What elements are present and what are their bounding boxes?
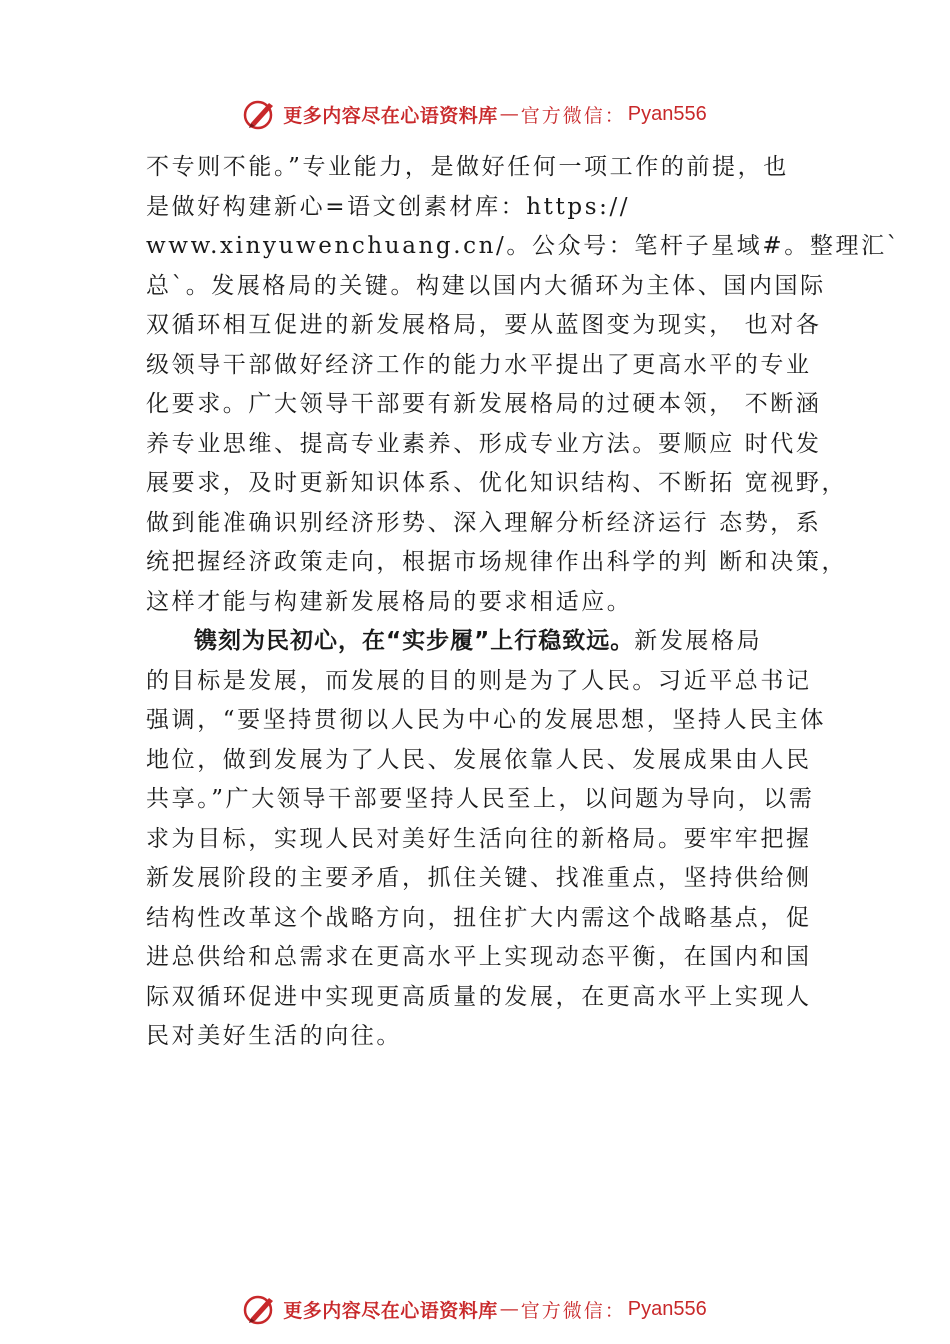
text-line: 求为目标，实现人民对美好生活向往的新格局。要牢牢把握 xyxy=(146,825,812,852)
banner-wechat-handle: Pyan556 xyxy=(627,102,707,125)
text-line: 地位，做到发展为了人民、发展依靠人民、发展成果由人民 xyxy=(146,746,812,773)
paragraph-1 xyxy=(146,148,901,622)
text-line: 双循环相互促进的新发展格局，要从蓝图变为现实， 也对各 xyxy=(146,312,822,338)
paragraph-heading-line xyxy=(146,622,846,662)
pen-logo-icon xyxy=(243,1292,277,1326)
footer-banner xyxy=(0,1289,950,1329)
text-line: 做到能准确识别经济形势、深入理解分析经济运行 态势，系 xyxy=(146,509,822,536)
text-line: 级领导干部做好经济工作的能力水平提出了更高水平的专业 xyxy=(146,351,812,378)
text-line: 进总供给和总需求在更高水平上实现动态平衡，在国内和国 xyxy=(146,944,812,970)
banner-dash: — xyxy=(499,1298,519,1320)
text-line: 共享。”广大领导干部要坚持人民至上，以问题为导向，以需 xyxy=(146,786,815,812)
pen-logo-icon xyxy=(243,97,277,131)
text-line: 养专业思维、提高专业素养、形成专业方法。要顺应 时代发 xyxy=(146,430,822,457)
banner-wechat-label: 官方微信： xyxy=(520,104,626,127)
text-line: www.xinyuwenchuang.cn/。公众号：笔杆子星域#。整理汇` xyxy=(146,233,901,259)
document-body xyxy=(146,148,901,1057)
paragraph-2 xyxy=(146,622,846,1057)
banner-dash: — xyxy=(499,103,519,125)
text-line: 民对美好生活的向往。 xyxy=(146,1023,402,1049)
text-line: 是做好构建新心=语文创素材库：https:// xyxy=(146,193,631,220)
text-line: 新发展阶段的主要矛盾，抓住关键、找准重点，坚持供给侧 xyxy=(146,865,812,891)
text-line: 结构性改革这个战略方向，扭住扩大内需这个战略基点，促 xyxy=(146,904,812,931)
text-line: 际双循环促进中实现更高质量的发展，在更高水平上实现人 xyxy=(146,983,812,1010)
text-line: 总`。发展格局的关键。构建以国内大循环为主体、国内国际 xyxy=(146,272,826,299)
text-line: 统把握经济政策走向，根据市场规律作出科学的判 断和决策， xyxy=(146,549,848,575)
text-line: 的目标是发展，而发展的目的则是为了人民。习近平总书记 xyxy=(146,667,812,694)
heading-line-rest: 新发展格局 xyxy=(634,628,763,654)
text-line: 展要求，及时更新知识体系、优化知识结构、不断拓 宽视野， xyxy=(146,470,848,496)
text-line: 不专则不能。”专业能力，是做好任何一项工作的前提，也 xyxy=(146,154,789,180)
text-line: 化要求。广大领导干部要有新发展格局的过硬本领， 不断涵 xyxy=(146,391,822,417)
text-line: 强调，“要坚持贯彻以人民为中心的发展思想，坚持人民主体 xyxy=(146,707,826,733)
banner-wechat-handle: Pyan556 xyxy=(627,1297,707,1320)
banner-wechat-label: 官方微信： xyxy=(520,1299,626,1322)
header-banner xyxy=(0,94,950,134)
banner-brand-text: 更多内容尽在心语资料库 xyxy=(283,1299,498,1322)
paragraph-heading: 镌刻为民初心，在“实步履”上行稳致远。 xyxy=(194,628,635,654)
banner-brand-text: 更多内容尽在心语资料库 xyxy=(283,104,498,127)
text-line: 这样才能与构建新发展格局的要求相适应。 xyxy=(146,588,633,615)
